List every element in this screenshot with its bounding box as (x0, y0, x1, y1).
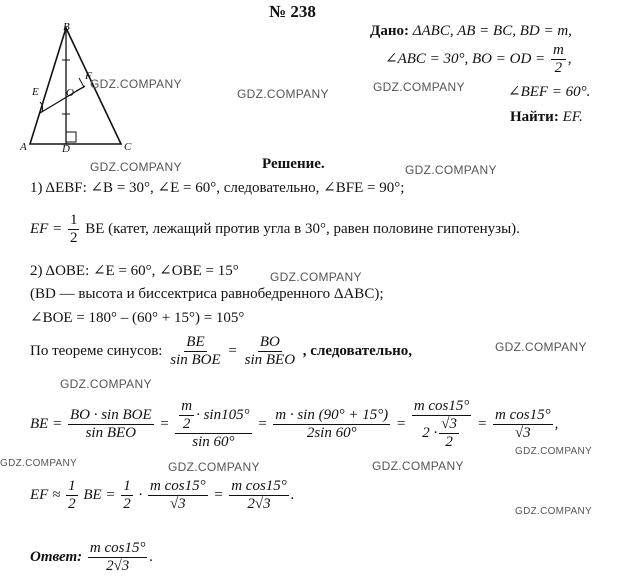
watermark: GDZ.COMPANY (270, 270, 362, 284)
vertex-b-label: B (63, 21, 70, 33)
answer-line: Ответ: $\frac{\text{m cos15°}}{2√3}$ . (30, 540, 154, 574)
vertex-c-label: C (124, 141, 132, 153)
watermark: GDZ.COMPANY (373, 80, 465, 94)
watermark: GDZ.COMPANY (0, 458, 78, 469)
given-line-3: ∠BEF = 60°. (508, 84, 591, 100)
find-value: EF. (562, 109, 583, 125)
be-formula: BE = $\frac{\text{BO · sin BOE}}{\text{sin BEO}}$ = $\frac{m}{2}$ · sin105° sin 60° = $\frac{m \cdot \sin (90^\circ + 15^\circ)}{2\sin 60^\circ}$ = m cos15° 2 · $\frac{√3}{2}$ = $\frac{\text{m cos15°}}{√3}$ , (30, 398, 559, 450)
given-line1-text: ΔABC, AB = BC, BD = m, (412, 23, 572, 39)
vertex-f-label: F (85, 70, 92, 82)
solution-step-4: (BD — высота и биссектриса равнобедренного ΔABC); (30, 286, 384, 302)
watermark: GDZ.COMPANY (495, 340, 587, 354)
watermark: GDZ.COMPANY (372, 459, 464, 473)
solution-title: Решение. (262, 156, 325, 172)
find-line (510, 108, 583, 126)
right-angle-f (76, 78, 84, 91)
solution-step-5: ∠BOE = 180° – (60° + 15°) = 105° (30, 310, 245, 326)
right-angle-d (66, 132, 76, 142)
problem-number: № 238 (269, 2, 316, 21)
solution-step-2: EF = $\frac{1}{2}$ BE (катет, лежащий против угла в 30°, равен половине гипотенузы). (30, 212, 520, 246)
watermark: GDZ.COMPANY (515, 506, 593, 517)
vertex-e-label: E (32, 86, 39, 98)
sine-theorem-line: По теореме синусов: $\frac{BE}{\text{sin BOE}}$ = $\frac{BO}{\text{sin BEO}}$ , следовательно, (30, 334, 413, 368)
find-label: Найти: (510, 109, 559, 125)
answer-label: Ответ: (30, 548, 83, 565)
watermark: GDZ.COMPANY (405, 163, 497, 177)
ef-formula: EF ≈ $\frac{1}{2}$ BE = $\frac{1}{2}$ · $\frac{\text{m cos15°}}{√3}$ = $\frac{\text{m cos15°}}{2√3}$ . (30, 478, 295, 512)
solution-step-3: 2) ΔOBE: ∠E = 60°, ∠OBE = 15° (30, 263, 239, 279)
watermark: GDZ.COMPANY (237, 87, 329, 101)
solution-step-1: 1) ΔEBF: ∠B = 30°, ∠E = 60°, следовательно, ∠BFE = 90°; (30, 180, 405, 196)
given-line-2: ∠ABC = 30°, BO = OD = $\frac{m}{2}$ , (385, 42, 572, 76)
watermark: GDZ.COMPANY (60, 377, 152, 391)
vertex-a-label: A (20, 141, 27, 153)
watermark: GDZ.COMPANY (168, 460, 260, 474)
given-label: Дано: (370, 23, 409, 39)
vertex-d-label: D (62, 143, 70, 155)
vertex-o-label: O (66, 87, 74, 99)
given-line-1 (370, 22, 572, 40)
watermark: GDZ.COMPANY (90, 160, 182, 174)
watermark: GDZ.COMPANY (515, 446, 593, 457)
watermark: GDZ.COMPANY (90, 77, 182, 91)
